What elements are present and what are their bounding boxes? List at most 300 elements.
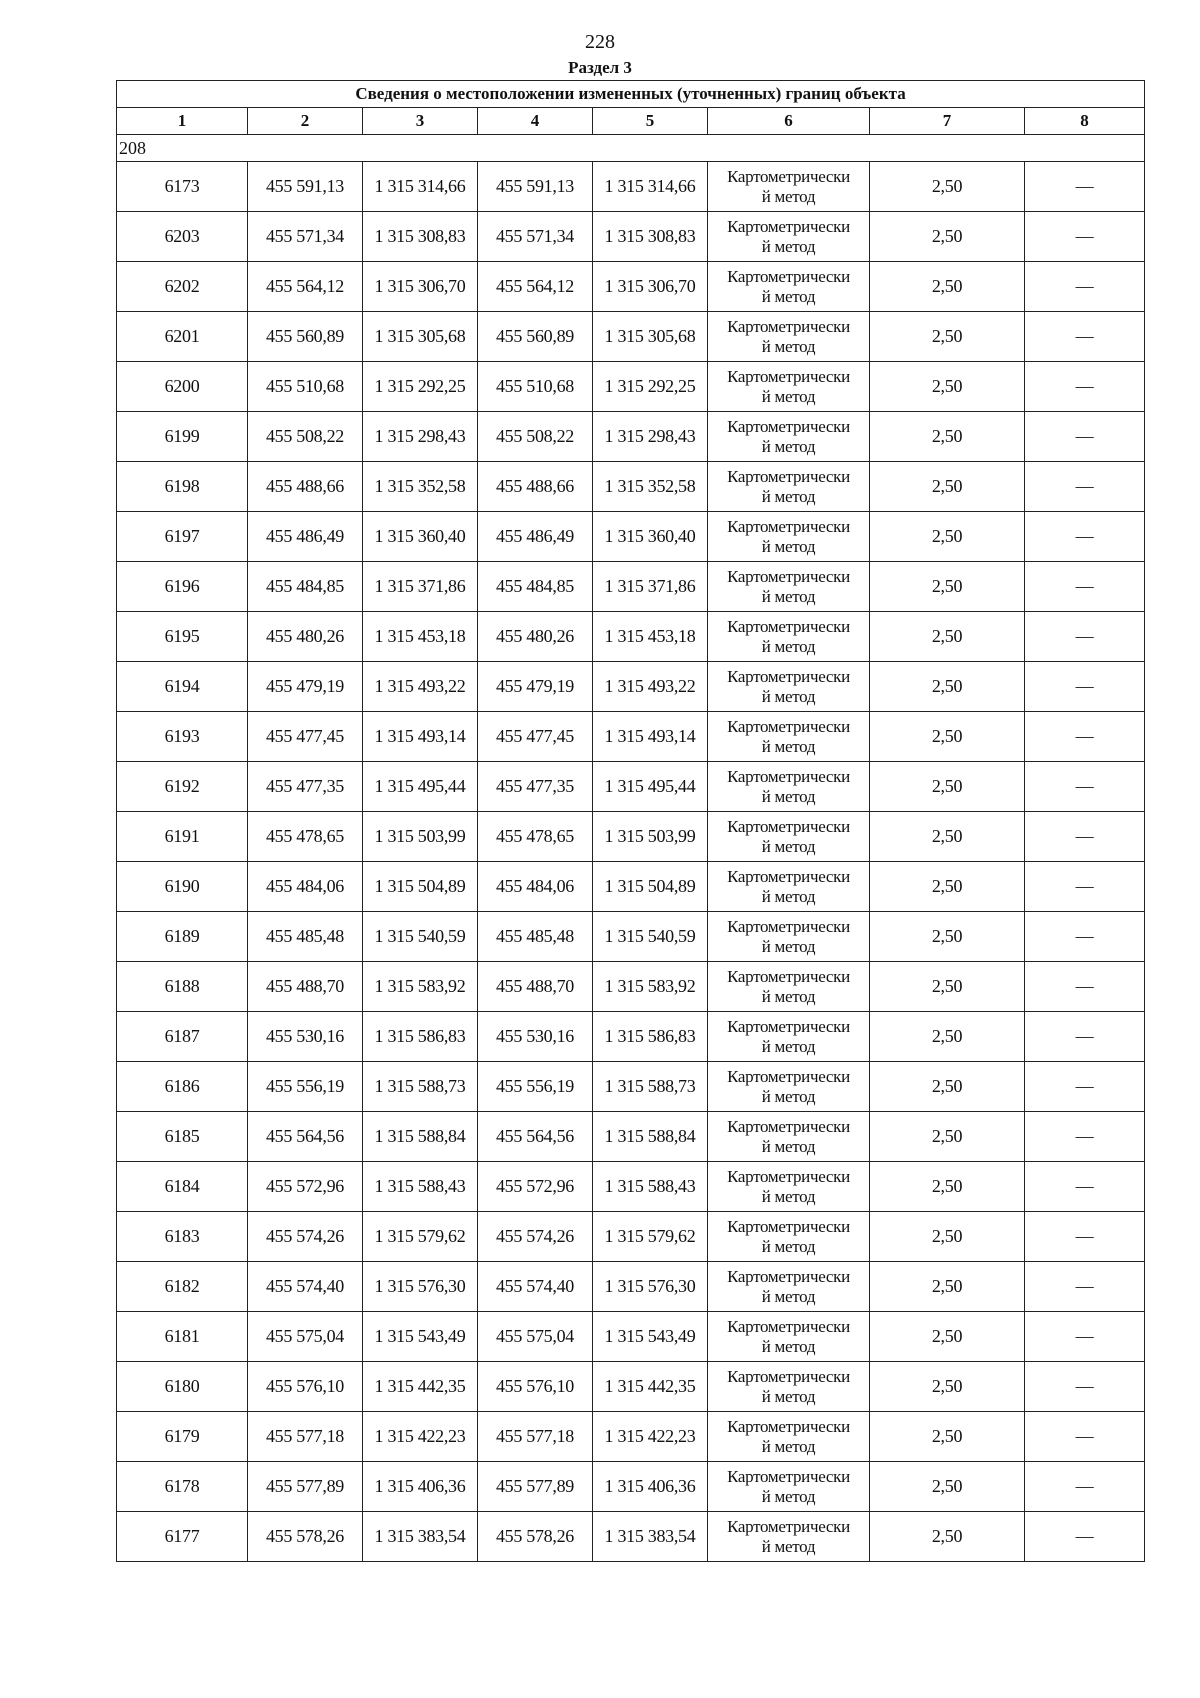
y-refined-cell: 1 315 543,49 [593, 1312, 708, 1362]
column-header: 7 [870, 108, 1025, 135]
note-cell: — [1025, 1012, 1145, 1062]
note-cell: — [1025, 212, 1145, 262]
accuracy-cell: 2,50 [870, 1312, 1025, 1362]
accuracy-cell: 2,50 [870, 1212, 1025, 1262]
method-cell [708, 1412, 870, 1462]
y-existing-cell: 1 315 442,35 [363, 1362, 478, 1412]
method-text-line: й метод [761, 936, 816, 956]
y-existing-cell: 1 315 586,83 [363, 1012, 478, 1062]
table-row [117, 1462, 1145, 1512]
point-number-cell: 6190 [117, 862, 248, 912]
x-refined-cell: 455 488,66 [478, 462, 593, 512]
method-text-line: Картометрически [727, 1116, 850, 1136]
x-refined-cell: 455 530,16 [478, 1012, 593, 1062]
x-existing-cell: 455 571,34 [248, 212, 363, 262]
method-cell [708, 1262, 870, 1312]
x-existing-cell: 455 485,48 [248, 912, 363, 962]
method-text-line: Картометрически [727, 916, 850, 936]
point-number-cell: 6201 [117, 312, 248, 362]
note-cell: — [1025, 912, 1145, 962]
method-cell [708, 562, 870, 612]
point-number-cell: 6189 [117, 912, 248, 962]
table-row [117, 1162, 1145, 1212]
method-text-line: Картометрически [727, 666, 850, 686]
method-text-line: й метод [761, 736, 816, 756]
method-text-line: Картометрически [727, 366, 850, 386]
x-existing-cell: 455 478,65 [248, 812, 363, 862]
x-refined-cell: 455 478,65 [478, 812, 593, 862]
y-existing-cell: 1 315 406,36 [363, 1462, 478, 1512]
point-number-cell: 6177 [117, 1512, 248, 1562]
method-text-line: й метод [761, 886, 816, 906]
method-text-line: Картометрически [727, 516, 850, 536]
method-text-line: й метод [761, 786, 816, 806]
x-existing-cell: 455 477,45 [248, 712, 363, 762]
x-refined-cell: 455 574,40 [478, 1262, 593, 1312]
table-caption-row [117, 81, 1145, 108]
x-refined-cell: 455 479,19 [478, 662, 593, 712]
note-cell: — [1025, 312, 1145, 362]
method-text-line: й метод [761, 286, 816, 306]
table-row [117, 912, 1145, 962]
y-refined-cell: 1 315 540,59 [593, 912, 708, 962]
method-text-line: й метод [761, 186, 816, 206]
method-cell [708, 1112, 870, 1162]
y-existing-cell: 1 315 576,30 [363, 1262, 478, 1312]
y-refined-cell: 1 315 493,22 [593, 662, 708, 712]
table-row [117, 1212, 1145, 1262]
method-cell [708, 1312, 870, 1362]
note-cell: — [1025, 1212, 1145, 1262]
point-number-cell: 6192 [117, 762, 248, 812]
x-existing-cell: 455 488,70 [248, 962, 363, 1012]
note-cell: — [1025, 712, 1145, 762]
method-cell [708, 612, 870, 662]
point-number-cell: 6203 [117, 212, 248, 262]
method-cell [708, 212, 870, 262]
method-text-line: Картометрически [727, 1316, 850, 1336]
accuracy-cell: 2,50 [870, 1412, 1025, 1462]
y-refined-cell: 1 315 306,70 [593, 262, 708, 312]
y-refined-cell: 1 315 453,18 [593, 612, 708, 662]
accuracy-cell: 2,50 [870, 862, 1025, 912]
accuracy-cell: 2,50 [870, 412, 1025, 462]
table-row [117, 1262, 1145, 1312]
note-cell: — [1025, 462, 1145, 512]
table-row [117, 712, 1145, 762]
accuracy-cell: 2,50 [870, 612, 1025, 662]
point-number-cell: 6173 [117, 162, 248, 212]
note-cell: — [1025, 262, 1145, 312]
y-existing-cell: 1 315 371,86 [363, 562, 478, 612]
y-refined-cell: 1 315 583,92 [593, 962, 708, 1012]
x-existing-cell: 455 576,10 [248, 1362, 363, 1412]
accuracy-cell: 2,50 [870, 1162, 1025, 1212]
accuracy-cell: 2,50 [870, 162, 1025, 212]
x-refined-cell: 455 571,34 [478, 212, 593, 262]
y-existing-cell: 1 315 306,70 [363, 262, 478, 312]
table-row [117, 1112, 1145, 1162]
column-header: 1 [117, 108, 248, 135]
x-existing-cell: 455 577,89 [248, 1462, 363, 1512]
accuracy-cell: 2,50 [870, 712, 1025, 762]
method-text-line: Картометрически [727, 766, 850, 786]
x-existing-cell: 455 530,16 [248, 1012, 363, 1062]
accuracy-cell: 2,50 [870, 1262, 1025, 1312]
note-cell: — [1025, 362, 1145, 412]
table-row [117, 962, 1145, 1012]
column-header-row [117, 108, 1145, 135]
y-refined-cell: 1 315 308,83 [593, 212, 708, 262]
method-text-line: Картометрически [727, 416, 850, 436]
x-existing-cell: 455 479,19 [248, 662, 363, 712]
method-text-line: й метод [761, 1286, 816, 1306]
x-refined-cell: 455 484,06 [478, 862, 593, 912]
x-refined-cell: 455 574,26 [478, 1212, 593, 1262]
y-refined-cell: 1 315 579,62 [593, 1212, 708, 1262]
y-existing-cell: 1 315 298,43 [363, 412, 478, 462]
note-cell: — [1025, 162, 1145, 212]
accuracy-cell: 2,50 [870, 1112, 1025, 1162]
method-cell [708, 512, 870, 562]
x-existing-cell: 455 574,40 [248, 1262, 363, 1312]
note-cell: — [1025, 1512, 1145, 1562]
x-existing-cell: 455 564,12 [248, 262, 363, 312]
y-refined-cell: 1 315 383,54 [593, 1512, 708, 1562]
method-text-line: й метод [761, 236, 816, 256]
method-cell [708, 1212, 870, 1262]
table-row [117, 1012, 1145, 1062]
x-existing-cell: 455 484,85 [248, 562, 363, 612]
column-header: 8 [1025, 108, 1145, 135]
method-cell [708, 1162, 870, 1212]
method-text-line: й метод [761, 586, 816, 606]
x-refined-cell: 455 564,12 [478, 262, 593, 312]
x-refined-cell: 455 477,35 [478, 762, 593, 812]
table-row [117, 862, 1145, 912]
method-text-line: й метод [761, 686, 816, 706]
point-number-cell: 6185 [117, 1112, 248, 1162]
method-text-line: Картометрически [727, 466, 850, 486]
table-row [117, 1362, 1145, 1412]
y-refined-cell: 1 315 352,58 [593, 462, 708, 512]
x-refined-cell: 455 577,18 [478, 1412, 593, 1462]
method-cell [708, 412, 870, 462]
y-existing-cell: 1 315 314,66 [363, 162, 478, 212]
method-text-line: Картометрически [727, 1216, 850, 1236]
accuracy-cell: 2,50 [870, 512, 1025, 562]
point-number-cell: 6183 [117, 1212, 248, 1262]
method-text-line: Картометрически [727, 616, 850, 636]
note-cell: — [1025, 1412, 1145, 1462]
section-title: Раздел 3 [568, 58, 632, 77]
x-existing-cell: 455 572,96 [248, 1162, 363, 1212]
accuracy-cell: 2,50 [870, 462, 1025, 512]
x-existing-cell: 455 556,19 [248, 1062, 363, 1112]
y-existing-cell: 1 315 588,43 [363, 1162, 478, 1212]
group-label: 208 [117, 135, 1145, 162]
table-row [117, 162, 1145, 212]
method-text-line: й метод [761, 1086, 816, 1106]
accuracy-cell: 2,50 [870, 262, 1025, 312]
method-cell [708, 912, 870, 962]
table-row [117, 262, 1145, 312]
method-text-line: Картометрически [727, 1416, 850, 1436]
method-text-line: й метод [761, 486, 816, 506]
note-cell: — [1025, 562, 1145, 612]
method-text-line: й метод [761, 1136, 816, 1156]
x-refined-cell: 455 488,70 [478, 962, 593, 1012]
method-text-line: й метод [761, 386, 816, 406]
x-refined-cell: 455 560,89 [478, 312, 593, 362]
table-row [117, 762, 1145, 812]
method-text-line: Картометрически [727, 716, 850, 736]
accuracy-cell: 2,50 [870, 212, 1025, 262]
y-refined-cell: 1 315 314,66 [593, 162, 708, 212]
coordinates-table [116, 80, 1145, 1562]
method-text-line: й метод [761, 636, 816, 656]
method-text-line: й метод [761, 1486, 816, 1506]
method-cell [708, 462, 870, 512]
method-text-line: й метод [761, 1386, 816, 1406]
x-refined-cell: 455 576,10 [478, 1362, 593, 1412]
x-existing-cell: 455 510,68 [248, 362, 363, 412]
column-header: 6 [708, 108, 870, 135]
x-existing-cell: 455 480,26 [248, 612, 363, 662]
y-existing-cell: 1 315 305,68 [363, 312, 478, 362]
accuracy-cell: 2,50 [870, 312, 1025, 362]
x-existing-cell: 455 488,66 [248, 462, 363, 512]
point-number-cell: 6202 [117, 262, 248, 312]
x-refined-cell: 455 508,22 [478, 412, 593, 462]
point-number-cell: 6187 [117, 1012, 248, 1062]
method-text-line: Картометрически [727, 1366, 850, 1386]
x-refined-cell: 455 564,56 [478, 1112, 593, 1162]
x-existing-cell: 455 508,22 [248, 412, 363, 462]
accuracy-cell: 2,50 [870, 1012, 1025, 1062]
accuracy-cell: 2,50 [870, 762, 1025, 812]
y-refined-cell: 1 315 292,25 [593, 362, 708, 412]
y-existing-cell: 1 315 588,73 [363, 1062, 478, 1112]
method-cell [708, 862, 870, 912]
method-text-line: Картометрически [727, 316, 850, 336]
point-number-cell: 6179 [117, 1412, 248, 1462]
method-cell [708, 762, 870, 812]
point-number-cell: 6188 [117, 962, 248, 1012]
y-refined-cell: 1 315 442,35 [593, 1362, 708, 1412]
y-refined-cell: 1 315 305,68 [593, 312, 708, 362]
method-text-line: й метод [761, 436, 816, 456]
method-text-line: Картометрически [727, 1266, 850, 1286]
method-cell [708, 712, 870, 762]
x-refined-cell: 455 510,68 [478, 362, 593, 412]
method-text-line: Картометрически [727, 1066, 850, 1086]
method-text-line: й метод [761, 1536, 816, 1556]
note-cell: — [1025, 1362, 1145, 1412]
point-number-cell: 6181 [117, 1312, 248, 1362]
method-text-line: Картометрически [727, 1466, 850, 1486]
x-refined-cell: 455 477,45 [478, 712, 593, 762]
y-refined-cell: 1 315 576,30 [593, 1262, 708, 1312]
x-refined-cell: 455 485,48 [478, 912, 593, 962]
x-existing-cell: 455 591,13 [248, 162, 363, 212]
table-row [117, 212, 1145, 262]
note-cell: — [1025, 762, 1145, 812]
x-refined-cell: 455 591,13 [478, 162, 593, 212]
y-refined-cell: 1 315 503,99 [593, 812, 708, 862]
point-number-cell: 6197 [117, 512, 248, 562]
y-refined-cell: 1 315 360,40 [593, 512, 708, 562]
note-cell: — [1025, 412, 1145, 462]
point-number-cell: 6194 [117, 662, 248, 712]
accuracy-cell: 2,50 [870, 362, 1025, 412]
method-cell [708, 1012, 870, 1062]
point-number-cell: 6198 [117, 462, 248, 512]
x-existing-cell: 455 486,49 [248, 512, 363, 562]
accuracy-cell: 2,50 [870, 912, 1025, 962]
point-number-cell: 6182 [117, 1262, 248, 1312]
x-existing-cell: 455 577,18 [248, 1412, 363, 1462]
method-text-line: Картометрически [727, 1166, 850, 1186]
method-text-line: й метод [761, 536, 816, 556]
point-number-cell: 6191 [117, 812, 248, 862]
page-number: 228 [585, 31, 615, 53]
accuracy-cell: 2,50 [870, 662, 1025, 712]
x-refined-cell: 455 484,85 [478, 562, 593, 612]
method-cell [708, 1512, 870, 1562]
method-text-line: Картометрически [727, 1016, 850, 1036]
accuracy-cell: 2,50 [870, 1362, 1025, 1412]
method-cell [708, 162, 870, 212]
method-text-line: Картометрически [727, 1516, 850, 1536]
point-number-cell: 6186 [117, 1062, 248, 1112]
x-refined-cell: 455 486,49 [478, 512, 593, 562]
y-refined-cell: 1 315 588,43 [593, 1162, 708, 1212]
method-cell [708, 962, 870, 1012]
table-row [117, 462, 1145, 512]
method-text-line: й метод [761, 1436, 816, 1456]
table-row [117, 1312, 1145, 1362]
point-number-cell: 6195 [117, 612, 248, 662]
point-number-cell: 6199 [117, 412, 248, 462]
table-row [117, 512, 1145, 562]
method-text-line: Картометрически [727, 566, 850, 586]
x-refined-cell: 455 572,96 [478, 1162, 593, 1212]
accuracy-cell: 2,50 [870, 1062, 1025, 1112]
x-existing-cell: 455 578,26 [248, 1512, 363, 1562]
point-number-cell: 6200 [117, 362, 248, 412]
x-existing-cell: 455 560,89 [248, 312, 363, 362]
y-existing-cell: 1 315 583,92 [363, 962, 478, 1012]
point-number-cell: 6178 [117, 1462, 248, 1512]
table-row [117, 612, 1145, 662]
y-existing-cell: 1 315 493,22 [363, 662, 478, 712]
note-cell: — [1025, 812, 1145, 862]
table-body [117, 135, 1145, 1562]
method-text-line: Картометрически [727, 866, 850, 886]
y-refined-cell: 1 315 495,44 [593, 762, 708, 812]
method-text-line: й метод [761, 336, 816, 356]
note-cell: — [1025, 1112, 1145, 1162]
note-cell: — [1025, 612, 1145, 662]
method-text-line: Картометрически [727, 166, 850, 186]
column-header: 4 [478, 108, 593, 135]
note-cell: — [1025, 1462, 1145, 1512]
method-text-line: Картометрически [727, 816, 850, 836]
x-refined-cell: 455 480,26 [478, 612, 593, 662]
accuracy-cell: 2,50 [870, 1512, 1025, 1562]
table-row [117, 1412, 1145, 1462]
x-refined-cell: 455 577,89 [478, 1462, 593, 1512]
point-number-cell: 6193 [117, 712, 248, 762]
table-row [117, 662, 1145, 712]
method-cell [708, 812, 870, 862]
method-text-line: й метод [761, 1036, 816, 1056]
y-existing-cell: 1 315 503,99 [363, 812, 478, 862]
table-caption: Сведения о местоположении измененных (уточненных) границ объекта [117, 81, 1145, 108]
method-text-line: й метод [761, 1236, 816, 1256]
y-existing-cell: 1 315 588,84 [363, 1112, 478, 1162]
y-existing-cell: 1 315 422,23 [363, 1412, 478, 1462]
y-refined-cell: 1 315 493,14 [593, 712, 708, 762]
column-header: 5 [593, 108, 708, 135]
x-existing-cell: 455 574,26 [248, 1212, 363, 1262]
x-existing-cell: 455 564,56 [248, 1112, 363, 1162]
method-text-line: Картометрически [727, 966, 850, 986]
table-row [117, 1512, 1145, 1562]
column-header: 2 [248, 108, 363, 135]
accuracy-cell: 2,50 [870, 812, 1025, 862]
note-cell: — [1025, 1312, 1145, 1362]
y-existing-cell: 1 315 579,62 [363, 1212, 478, 1262]
y-refined-cell: 1 315 422,23 [593, 1412, 708, 1462]
y-existing-cell: 1 315 543,49 [363, 1312, 478, 1362]
accuracy-cell: 2,50 [870, 1462, 1025, 1512]
y-refined-cell: 1 315 371,86 [593, 562, 708, 612]
table-row [117, 812, 1145, 862]
table-row [117, 362, 1145, 412]
note-cell: — [1025, 1162, 1145, 1212]
method-text-line: й метод [761, 1186, 816, 1206]
x-refined-cell: 455 578,26 [478, 1512, 593, 1562]
note-cell: — [1025, 862, 1145, 912]
y-refined-cell: 1 315 406,36 [593, 1462, 708, 1512]
table-row [117, 412, 1145, 462]
accuracy-cell: 2,50 [870, 562, 1025, 612]
column-header: 3 [363, 108, 478, 135]
point-number-cell: 6196 [117, 562, 248, 612]
method-cell [708, 362, 870, 412]
table-row [117, 312, 1145, 362]
method-text-line: й метод [761, 1336, 816, 1356]
x-refined-cell: 455 575,04 [478, 1312, 593, 1362]
y-existing-cell: 1 315 540,59 [363, 912, 478, 962]
y-existing-cell: 1 315 453,18 [363, 612, 478, 662]
method-cell [708, 1462, 870, 1512]
y-existing-cell: 1 315 292,25 [363, 362, 478, 412]
method-cell [708, 1362, 870, 1412]
point-number-cell: 6180 [117, 1362, 248, 1412]
y-existing-cell: 1 315 493,14 [363, 712, 478, 762]
y-existing-cell: 1 315 352,58 [363, 462, 478, 512]
method-cell [708, 262, 870, 312]
method-cell [708, 312, 870, 362]
y-refined-cell: 1 315 588,84 [593, 1112, 708, 1162]
method-text-line: Картометрически [727, 266, 850, 286]
x-refined-cell: 455 556,19 [478, 1062, 593, 1112]
table-row [117, 1062, 1145, 1112]
y-existing-cell: 1 315 360,40 [363, 512, 478, 562]
